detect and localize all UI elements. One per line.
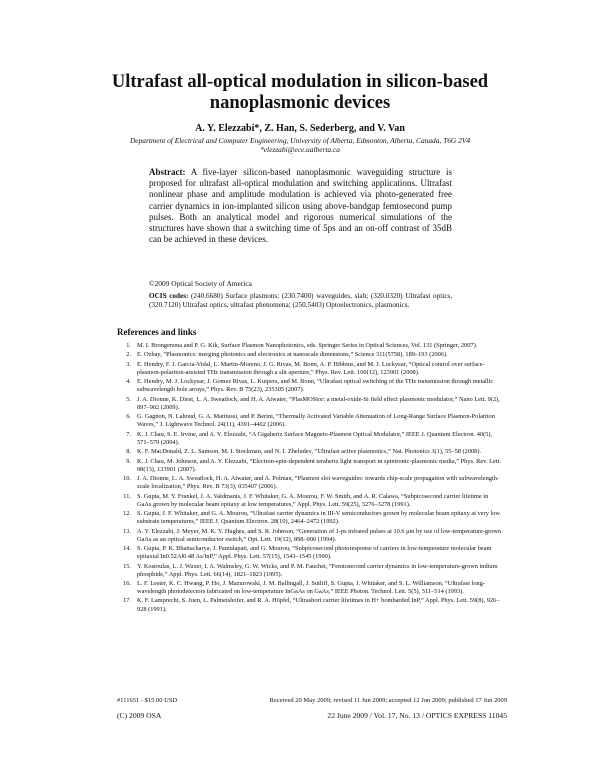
reference-item	[117, 563, 502, 579]
reference-text: E. Ozbay, “Plasmonics: merging photonics and electronics at nanoscale dimensions,” Science 311(5758), 189–193 (2006).	[137, 351, 448, 359]
ocis-codes	[149, 292, 452, 310]
reference-text: S. Gupta, J. F. Whitaker, and G. A. Mourou, “Ultrafast carrier dynamics in III-V semiconductors grown by molecular beam epitaxy at very low substrate temperatures,” IEEE J. Quantum Electron. 28(10), 2464–2472 (1992).	[137, 510, 500, 526]
reference-number: 14.	[123, 545, 131, 553]
reference-text: K. J. Chau, M. Johnson, and A. Y. Elezzabi, “Electron-spin-dependent terahertz light transport in spintronic-plasmonic media,” Phys. Rev. Lett. 98(13), 133901 (2007).	[137, 457, 501, 473]
reference-number: 1.	[126, 342, 131, 349]
reference-number: 10.	[123, 475, 131, 483]
received-dates: Received 20 May 2009; revised 11 Jun 2009; accepted 12 Jun 2009; published 17 Jun 2009	[269, 697, 507, 704]
reference-text: K. F. MacDonald, Z. L. Samson, M. I. Stockman, and N. I. Zheludev, “Ultrafast active plasmonics,” Nat. Photonics 3(1), 55–58 (2008).	[137, 448, 482, 456]
ocis-label: OCIS codes:	[149, 292, 189, 300]
reference-text: G. Gagnon, N. Lahoud, G. A. Mattiussi, and P. Berini, “Thermally Activated Variable Attenuation of Long-Range Surface Plasmon-Polariton Waves,” J. Lightwave Technol. 24(11), 4391–4402 (2006).	[137, 413, 495, 429]
reference-number: 6.	[126, 413, 131, 421]
article-id-price: #111651 - $15.00 USD	[117, 697, 178, 704]
reference-item	[117, 396, 502, 412]
reference-item	[117, 413, 502, 429]
reference-text: K. F. Lamprecht, S. Juen, L. Palmetshofer, and R. A. Höpfel, “Ultrashort carrier lifetimes in H+ bombarded InP,” Appl. Phys. Lett. 59(8), 926–928 (1991).	[137, 597, 500, 613]
reference-list	[117, 342, 502, 615]
reference-text: K. J. Chau, S. E. Irvine, and A. Y. Elezzabi, “A Gigahertz Surface Magneto-Plasmon Optical Modulator,” IEEE J. Quantum Electron. 40(5), 571–579 (2004).	[137, 430, 493, 446]
reference-item	[117, 342, 502, 350]
reference-number: 3.	[126, 360, 131, 368]
reference-number: 2.	[126, 351, 131, 359]
reference-text: A. Y. Elezzabi, J. Meyer, M. K. Y. Hughes, and S. R. Johnson, “Generation of 1-ps infrared pulses at 10.6 μm by use of low-temperature-grown GaAs as an optical semiconductor switch,” Opt. Lett. 19(12), 898–900 (1994).	[137, 527, 502, 543]
reference-item	[117, 528, 502, 544]
reference-item	[117, 351, 502, 359]
reference-number: 4.	[126, 378, 131, 386]
reference-item	[117, 431, 502, 447]
reference-text: L. F. Lester, K. C. Hwang, P. Ho, J. Mazurowski, J. M. Ballingall, J. Sutliff, S. Gupta, J. Whitaker, and S. L. Williamson, “Ultrafast long-wavelength photodetectors fabricated on low-temperature InGaAs on GaAs,” IEEE Photon. Technol. Lett. 5(5), 511–514 (1993).	[137, 579, 485, 596]
reference-item	[117, 580, 502, 596]
reference-number: 5.	[126, 395, 131, 403]
footer-copyright: (C) 2009 OSA	[117, 711, 162, 720]
reference-number: 17.	[123, 597, 131, 605]
abstract-text: A five-layer silicon-based nanoplasmonic waveguiding structure is proposed for ultrafast all-optical modulation and switching applications. Ultrafast nonlinear phase and amplitude modulation is achieved via photo-generated free carrier dynamics in ion-implanted silicon using above-bandgap femtosecond pump pulses. Both an analytical model and rigorous numerical simulations of the structures have shown that a switching time of 5ps and an on-off contrast of 35dB can be achieved in these devices.	[149, 167, 452, 245]
journal-citation: 22 June 2009 / Vol. 17, No. 13 / OPTICS EXPRESS 11045	[327, 711, 507, 720]
reference-number: 9.	[126, 457, 131, 465]
ocis-text: (240.6680) Surface plasmons; (230.7400) waveguides, slab; (320.0320) Ultrafast optics, (320.7120) Ultrafast optics, ultrafast phenomena; (250.5403) Optoelectronics, plasmonics.	[149, 292, 452, 310]
reference-item	[117, 510, 502, 526]
copyright-notice: ©2009 Optical Society of America	[149, 279, 252, 288]
reference-item	[117, 458, 502, 474]
references-heading: References and links	[117, 327, 197, 337]
reference-number: 13.	[123, 527, 131, 535]
reference-item	[117, 378, 502, 394]
reference-item	[117, 597, 502, 613]
reference-item	[117, 493, 502, 509]
reference-text: Y. Kostoulas, L. J. Waxer, I. A. Walmsley, G. W. Wicks, and P. M. Fauchet, “Femtosecond carrier dynamics in low-temperature-grown indium phosphide,” Appl. Phys. Lett. 66(14), 1821–1823 (1995).	[137, 562, 498, 578]
reference-number: 16.	[123, 579, 131, 587]
reference-text: E. Hendry, M. J. Lockyear, J. Gomez Rivas, L. Kuipers, and M. Bonn, “Ultrafast optical switching of the THz transmission through metallic subwavelength hole arrays,” Phys. Rev. B 75(23), 235305 (2007).	[137, 378, 494, 394]
reference-text: J. A. Dionne, L. A. Sweatlock, H. A. Atwater, and A. Polman, “Plasmon slot waveguides: towards chip-scale propagation with subwavelength-scale localization,” Phys. Rev. B 73(3), 035407 (2006).	[137, 475, 499, 491]
affiliation-block	[60, 137, 540, 154]
reference-text: S. Gupta, M. Y. Frankel, J. A. Valdmanis, J. F. Whitaker, G. A. Mourou, F. W. Smith, and A. R. Calawa, “Subpicosecond carrier lifetime in GaAs grown by molecular beam epitaxy at low temperatures,” Appl. Phys. Lett. 59(25), 3276–3278 (1991).	[137, 492, 489, 508]
reference-text: J. A. Dionne, K. Diest, L. A. Sweatlock, and H. A. Atwater, “PlasMOStor: a metal-oxide-Si field effect plasmonic modulator,” Nano Lett. 9(2), 897–902 (2009).	[137, 395, 500, 411]
reference-number: 11.	[123, 492, 131, 500]
reference-number: 15.	[123, 562, 131, 570]
reference-item	[117, 448, 502, 456]
affiliation: Department of Electrical and Computer Engineering, University of Alberta, Edmonton, Alberta, Canada, T6G 2V4	[129, 136, 471, 145]
reference-number: 7.	[126, 430, 131, 438]
footer-line-1	[117, 697, 507, 704]
reference-number: 8.	[126, 448, 131, 456]
reference-text: M. I. Brongersma and P. G. Kik, Surface Plasmon Nanophotonics, eds. Springer Series in Optical Sciences, Vol. 131 (Springer, 2007).	[137, 342, 478, 349]
reference-item	[117, 361, 502, 377]
author-email[interactable]: *elezzabi@ece.ualberta.ca	[260, 144, 340, 154]
author-list: A. Y. Elezzabi*, Z. Han, S. Sederberg, and V. Van	[195, 123, 405, 134]
reference-number: 12.	[123, 510, 131, 518]
reference-text: E. Hendry, F. J. Garcia-Vidal, L. Martin-Moreno, J. G. Rivas, M. Bonn, A. P. Hibbins, and M. J. Lockyear, “Optical control over surface-plasmon-polariton-assisted THz transmission through a slit aperture,” Phys. Rev. Lett. 100(12), 123901 (2008).	[137, 360, 485, 376]
abstract-label: Abstract:	[149, 167, 186, 177]
footer-line-2	[117, 711, 507, 720]
reference-text: S. Gupta, P. K. Bhattacharya, J. Pamulapati, and G. Mourou, “Subpicosecond photoresponse of carriers in low-temperature molecular beam epitaxial In0.52Al0.48 As/InP,” Appl. Phys. Lett. 57(15), 1543–1545 (1990).	[137, 545, 492, 561]
reference-item	[117, 475, 502, 491]
paper-title: Ultrafast all-optical modulation in silicon-based nanoplasmonic devices	[111, 72, 489, 113]
abstract	[149, 167, 452, 245]
reference-item	[117, 545, 502, 561]
